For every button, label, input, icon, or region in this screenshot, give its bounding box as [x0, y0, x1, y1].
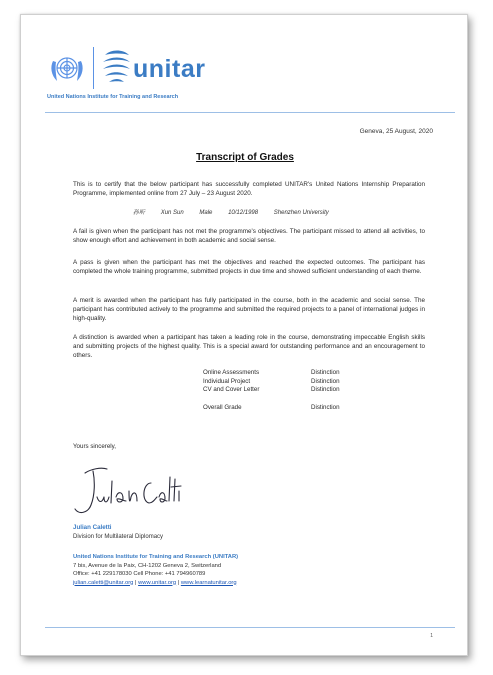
merit-definition-paragraph: A merit is awarded when the participant has fully participated in the course, both in the academic and social sense. The participant has contributed actively to the programme and submitted the required projects to a panel of international judges in high-quality. [73, 297, 425, 322]
participant-birth-date: 10/12/1998 [228, 210, 259, 216]
unitar-logo [47, 43, 247, 103]
participant-name: Xun Sun [160, 210, 184, 216]
header-divider [45, 112, 455, 113]
handwritten-signature [71, 461, 191, 521]
footer-divider [45, 627, 455, 628]
grade-row [203, 378, 340, 387]
closing-salutation: Yours sincerely, [73, 443, 116, 450]
document-title: Transcript of Grades [196, 152, 294, 163]
grade-item: CV and Cover Letter [203, 386, 260, 393]
overall-grade-value: Distinction [311, 403, 340, 411]
intro-paragraph: This is to certify that the below participant has successfully completed UNITAR's United Nations Internship Preparation Programme, implemented online from 27 July – 23 August 2020. [73, 181, 425, 197]
signatory-name: Julian Caletti [73, 524, 112, 531]
un-emblem-icon [47, 49, 87, 89]
link-separator: | [176, 579, 181, 586]
unitar-globe-icon [99, 47, 133, 87]
grade-value: Distinction [311, 386, 340, 393]
overall-grade-label: Overall Grade [203, 403, 242, 411]
participant-gender: Male [199, 210, 213, 216]
grade-item: Individual Project [203, 377, 251, 385]
website-link[interactable]: www.unitar.org [138, 579, 177, 586]
grades-table [203, 369, 340, 412]
participant-info [133, 207, 343, 216]
link-separator: | [133, 579, 139, 586]
pass-definition-paragraph: A pass is given when the participant has met the objectives and reached the expected outcomes. The participant has completed the whole training programme, submitted projects in due time and showed sufficient understanding of each theme. [73, 259, 425, 275]
contact-organization: United Nations Institute for Training and Research (UNITAR) [73, 554, 239, 560]
logo-subtitle: United Nations Institute for Training and Research [47, 94, 179, 100]
grade-value: Distinction [311, 377, 340, 385]
grade-item: Online Assessments [203, 369, 260, 376]
contact-phones: Office: +41 229178030 Cell Phone: +41 794960789 [73, 571, 206, 577]
unitar-wordmark: unitar [133, 55, 206, 83]
grade-row [203, 386, 340, 395]
document-date: Geneva, 25 August, 2020 [359, 128, 433, 135]
distinction-definition-paragraph: A distinction is awarded when a participant has taken a leading role in the course, demonstrating impeccable English skills and submitting projects of the highest quality. This is a special award for outstanding performance and an encouragement to others. [73, 334, 425, 359]
document-page [20, 14, 468, 656]
participant-native-name: 孙昕 [133, 210, 146, 216]
grade-row [203, 369, 340, 378]
logo-divider [93, 47, 94, 89]
contact-address: 7 bis, Avenue de la Paix, CH-1202 Geneva 2, Switzerland [73, 562, 222, 569]
fail-definition-paragraph: A fail is given when the participant has not met the programme's objectives. The participant missed to attend all activities, to show enough effort and achievement in both academic and social sense. [73, 228, 425, 244]
participant-university: Shenzhen University [273, 210, 329, 216]
contact-links [73, 579, 238, 588]
contact-block [73, 553, 238, 587]
overall-grade-row [203, 404, 340, 413]
page-number: 1 [430, 633, 433, 639]
email-link[interactable]: julian.caletti@unitar.org [73, 579, 134, 586]
grade-value: Distinction [311, 369, 340, 376]
learning-website-link[interactable]: www.learnatunitar.org [180, 579, 237, 586]
signatory-role: Division for Multilateral Diplomacy [73, 534, 164, 540]
